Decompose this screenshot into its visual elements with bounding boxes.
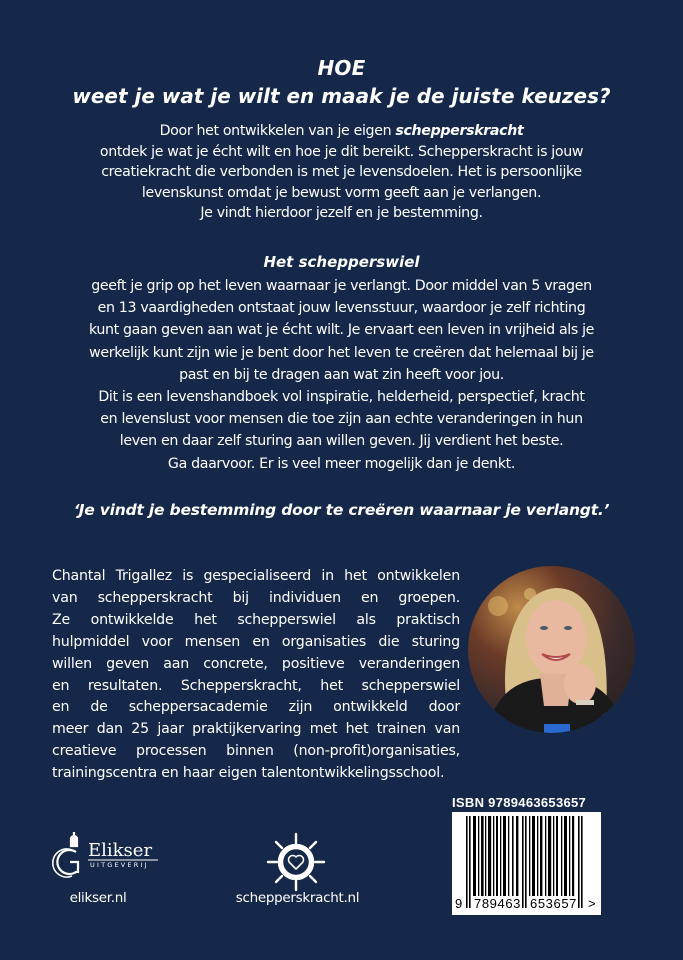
bio-line: en resultaten. Schepperskracht, het schepperswiel — [52, 677, 460, 694]
heading-question: weet je wat je wilt en maak je de juiste keuzes? — [72, 84, 611, 108]
pull-quote: ‘Je vindt je bestemming door te creëren waarnaar je verlangt.’ — [73, 501, 610, 519]
body-line: kunt gaan geven aan wat je écht wilt. Je ervaart een leven in vrijheid als je — [88, 322, 595, 339]
section-title-schepperswiel: Het schepperswiel — [263, 253, 420, 271]
ships-wheel-heart-icon — [266, 832, 326, 892]
body-line: past en bij te dragen aan wat zin heeft voor jou. — [179, 366, 504, 383]
body-line: Dit is een levenshandboek vol inspiratie, helderheid, perspectief, kracht — [98, 389, 585, 406]
intro-lead-text: Door het ontwikkelen van je eigen — [159, 123, 396, 139]
elikser-wordmark: Elikser — [88, 840, 153, 861]
intro-line: ontdek je wat je écht wilt en hoe je dit bereikt. Schepperskracht is jouw — [99, 143, 584, 160]
publisher-tagline: UITGEVERIJ — [90, 861, 149, 869]
bio-line: Ze ontwikkelde het schepperswiel als praktisch — [52, 611, 460, 628]
barcode-digit-first: 9 — [455, 896, 463, 911]
heading-hoe: HOE — [317, 56, 366, 80]
body-line: en 13 vaardigheden ontstaat jouw levensstuur, waardoor je zelf richting — [97, 300, 586, 317]
body-line: leven en daar zelf sturing aan willen geven. Jij verdient het beste. — [119, 433, 564, 450]
body-line: geeft je grip op het leven waarnaar je verlangt. Door middel van 5 vragen — [91, 278, 592, 294]
elikser-logo-icon — [52, 830, 162, 882]
author-photo — [468, 566, 635, 733]
intro-paragraph — [0, 121, 683, 224]
bio-line: hulpmiddel voor mensen en organisaties die sturing — [52, 633, 460, 650]
bio-line: en de scheppersacademie zijn ontwikkeld door — [52, 699, 460, 716]
brand-url[interactable]: schepperskracht.nl — [235, 890, 360, 906]
intro-lead-line — [0, 121, 683, 142]
brand-logo — [266, 832, 326, 892]
intro-line: Je vindt hierdoor jezelf en je bestemming. — [200, 205, 483, 221]
bio-line: Chantal Trigallez is gespecialiseerd in het ontwikkelen — [52, 568, 460, 584]
barcode-quiet-zone-mark: > — [588, 896, 596, 911]
body-line: en levenslust voor mensen die toe zijn aan echte veranderingen in hun — [100, 411, 583, 428]
body-line: werkelijk kunt zijn wie je bent door het leven te creëren dat helemaal bij je — [89, 344, 594, 361]
intro-emphasis: schepperskracht — [395, 123, 524, 139]
portrait-illustration — [468, 566, 635, 733]
schepperswiel-paragraph — [0, 275, 683, 475]
bio-line: willen geven aan concrete, positieve veranderingen — [52, 655, 460, 672]
intro-line: creatiekracht die verbonden is met je levensdoelen. Het is persoonlijke — [101, 164, 582, 180]
intro-line: levenskunst omdat je bewust vorm geeft aan je verlangen. — [141, 184, 542, 201]
publisher-logo — [52, 830, 162, 882]
bio-line: meer dan 25 jaar praktijkervaring met het trainen van — [52, 721, 460, 738]
barcode-digits-group2: 653657 — [530, 896, 577, 911]
bio-line: trainingscentra en haar eigen talentontwikkelingsschool. — [52, 765, 445, 782]
bio-line: van schepperskracht bij individuen en groepen. — [52, 589, 460, 606]
author-bio — [52, 566, 460, 785]
barcode-digits-group1: 789463 — [474, 896, 521, 911]
body-line: Ga daarvoor. Er is veel meer mogelijk dan je denkt. — [167, 455, 516, 472]
isbn-label: ISBN 9789463653657 — [452, 795, 587, 810]
publisher-url[interactable]: elikser.nl — [69, 890, 127, 906]
bio-line: creatieve processen binnen (non-profit)organisaties, — [52, 743, 460, 760]
barcode — [452, 812, 601, 915]
